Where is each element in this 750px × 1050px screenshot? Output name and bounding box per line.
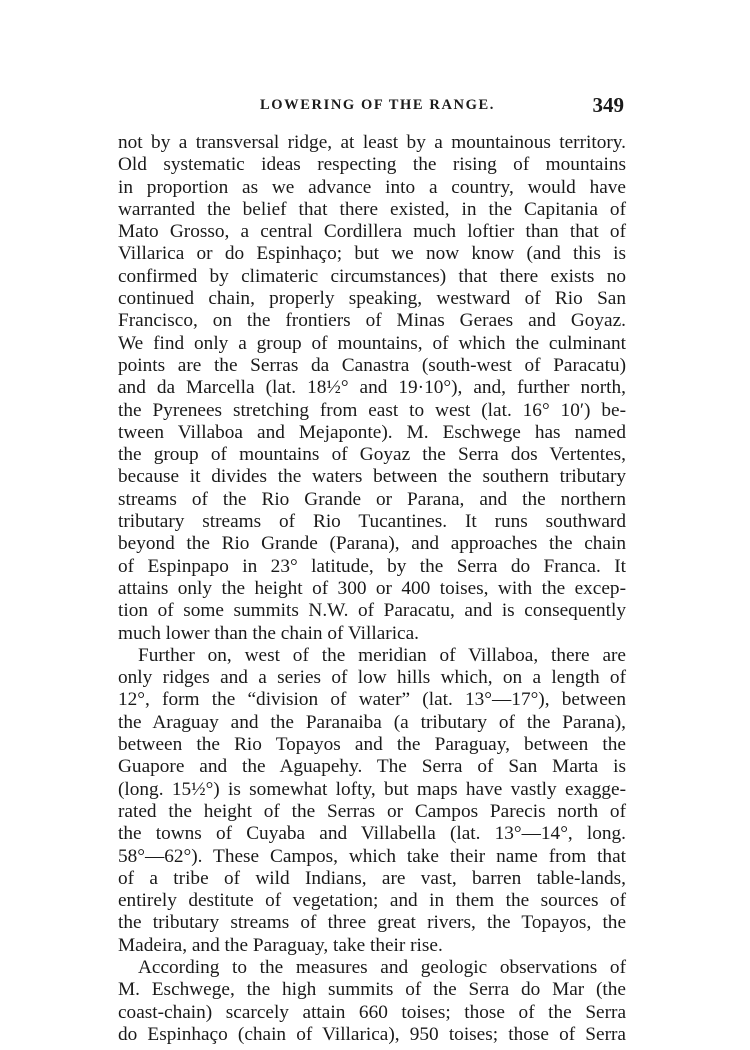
- text-line: much lower than the chain of Villarica.: [118, 622, 419, 644]
- text-line: the towns of Cuyaba and Villabella (lat. 13°—14°, long.: [118, 823, 626, 845]
- text-line: of Espinpapo in 23° latitude, by the Serra do Franca. It: [118, 555, 626, 577]
- page-header: [118, 93, 624, 123]
- text-line: continued chain, properly speaking, westward of Rio San: [118, 288, 626, 310]
- text-line: confirmed by climateric circumstances) that there exists no: [118, 265, 626, 287]
- text-line: between the Rio Topayos and the Paraguay, between the: [118, 734, 626, 756]
- text-line: do Espinhaço (chain of Villarica), 950 toises; those of Serra: [118, 1023, 626, 1045]
- body-text: [118, 132, 626, 1046]
- text-line: Francisco, on the frontiers of Minas Geraes and Goyaz.: [118, 310, 626, 332]
- text-line: the group of mountains of Goyaz the Serra dos Vertentes,: [118, 444, 626, 466]
- text-line: Villarica or do Espinhaço; but we now know (and this is: [118, 243, 626, 265]
- text-line: tributary streams of Rio Tucantines. It runs southward: [118, 511, 626, 533]
- running-title: LOWERING OF THE RANGE.: [260, 97, 496, 113]
- text-line: and da Marcella (lat. 18½° and 19·10°), and, further north,: [118, 377, 626, 399]
- text-line: Mato Grosso, a central Cordillera much loftier than that of: [118, 221, 626, 243]
- text-line: Further on, west of the meridian of Villaboa, there are: [138, 644, 626, 666]
- text-line: warranted the belief that there existed, in the Capitania of: [118, 198, 626, 220]
- text-line: only ridges and a series of low hills which, on a length of: [118, 667, 626, 689]
- text-line: points are the Serras da Canastra (south-west of Paracatu): [118, 354, 626, 376]
- text-line: M. Eschwege, the high summits of the Serra do Mar (the: [118, 979, 626, 1001]
- text-line: Old systematic ideas respecting the rising of mountains: [118, 154, 626, 176]
- text-line: According to the measures and geologic observations of: [138, 956, 626, 978]
- text-line: the Araguay and the Paranaiba (a tributary of the Parana),: [118, 711, 626, 733]
- text-line: because it divides the waters between the southern tributary: [118, 466, 626, 488]
- text-line: not by a transversal ridge, at least by a mountainous territory.: [118, 132, 626, 153]
- text-line: streams of the Rio Grande or Parana, and the northern: [118, 488, 626, 510]
- text-line: in proportion as we advance into a country, would have: [118, 176, 626, 198]
- text-line: tween Villaboa and Mejaponte). M. Eschwege has named: [118, 421, 626, 443]
- text-line: Madeira, and the Paraguay, take their rise.: [118, 934, 443, 956]
- text-line: Guapore and the Aguapehy. The Serra of San Marta is: [118, 756, 626, 778]
- page-number: 349: [592, 93, 624, 117]
- text-line: of a tribe of wild Indians, are vast, barren table-lands,: [118, 867, 626, 889]
- text-line: entirely destitute of vegetation; and in them the sources of: [118, 890, 626, 912]
- text-line: attains only the height of 300 or 400 toises, with the excep-: [118, 577, 626, 599]
- text-line: beyond the Rio Grande (Parana), and approaches the chain: [118, 533, 626, 555]
- text-line: the tributary streams of three great rivers, the Topayos, the: [118, 912, 626, 934]
- text-line: 12°, form the “division of water” (lat. 13°—17°), between: [118, 689, 626, 711]
- text-line: tion of some summits N.W. of Paracatu, and is consequently: [118, 600, 626, 622]
- text-line: (long. 15½°) is somewhat lofty, but maps have vastly exagge-: [118, 778, 626, 800]
- text-line: the Pyrenees stretching from east to west (lat. 16° 10′) be-: [118, 399, 626, 421]
- text-line: 58°—62°). These Campos, which take their name from that: [118, 845, 626, 867]
- text-line: rated the height of the Serras or Campos Parecis north of: [118, 800, 626, 822]
- text-line: coast-chain) scarcely attain 660 toises; those of the Serra: [118, 1001, 626, 1023]
- text-line: We find only a group of mountains, of which the culminant: [118, 332, 626, 354]
